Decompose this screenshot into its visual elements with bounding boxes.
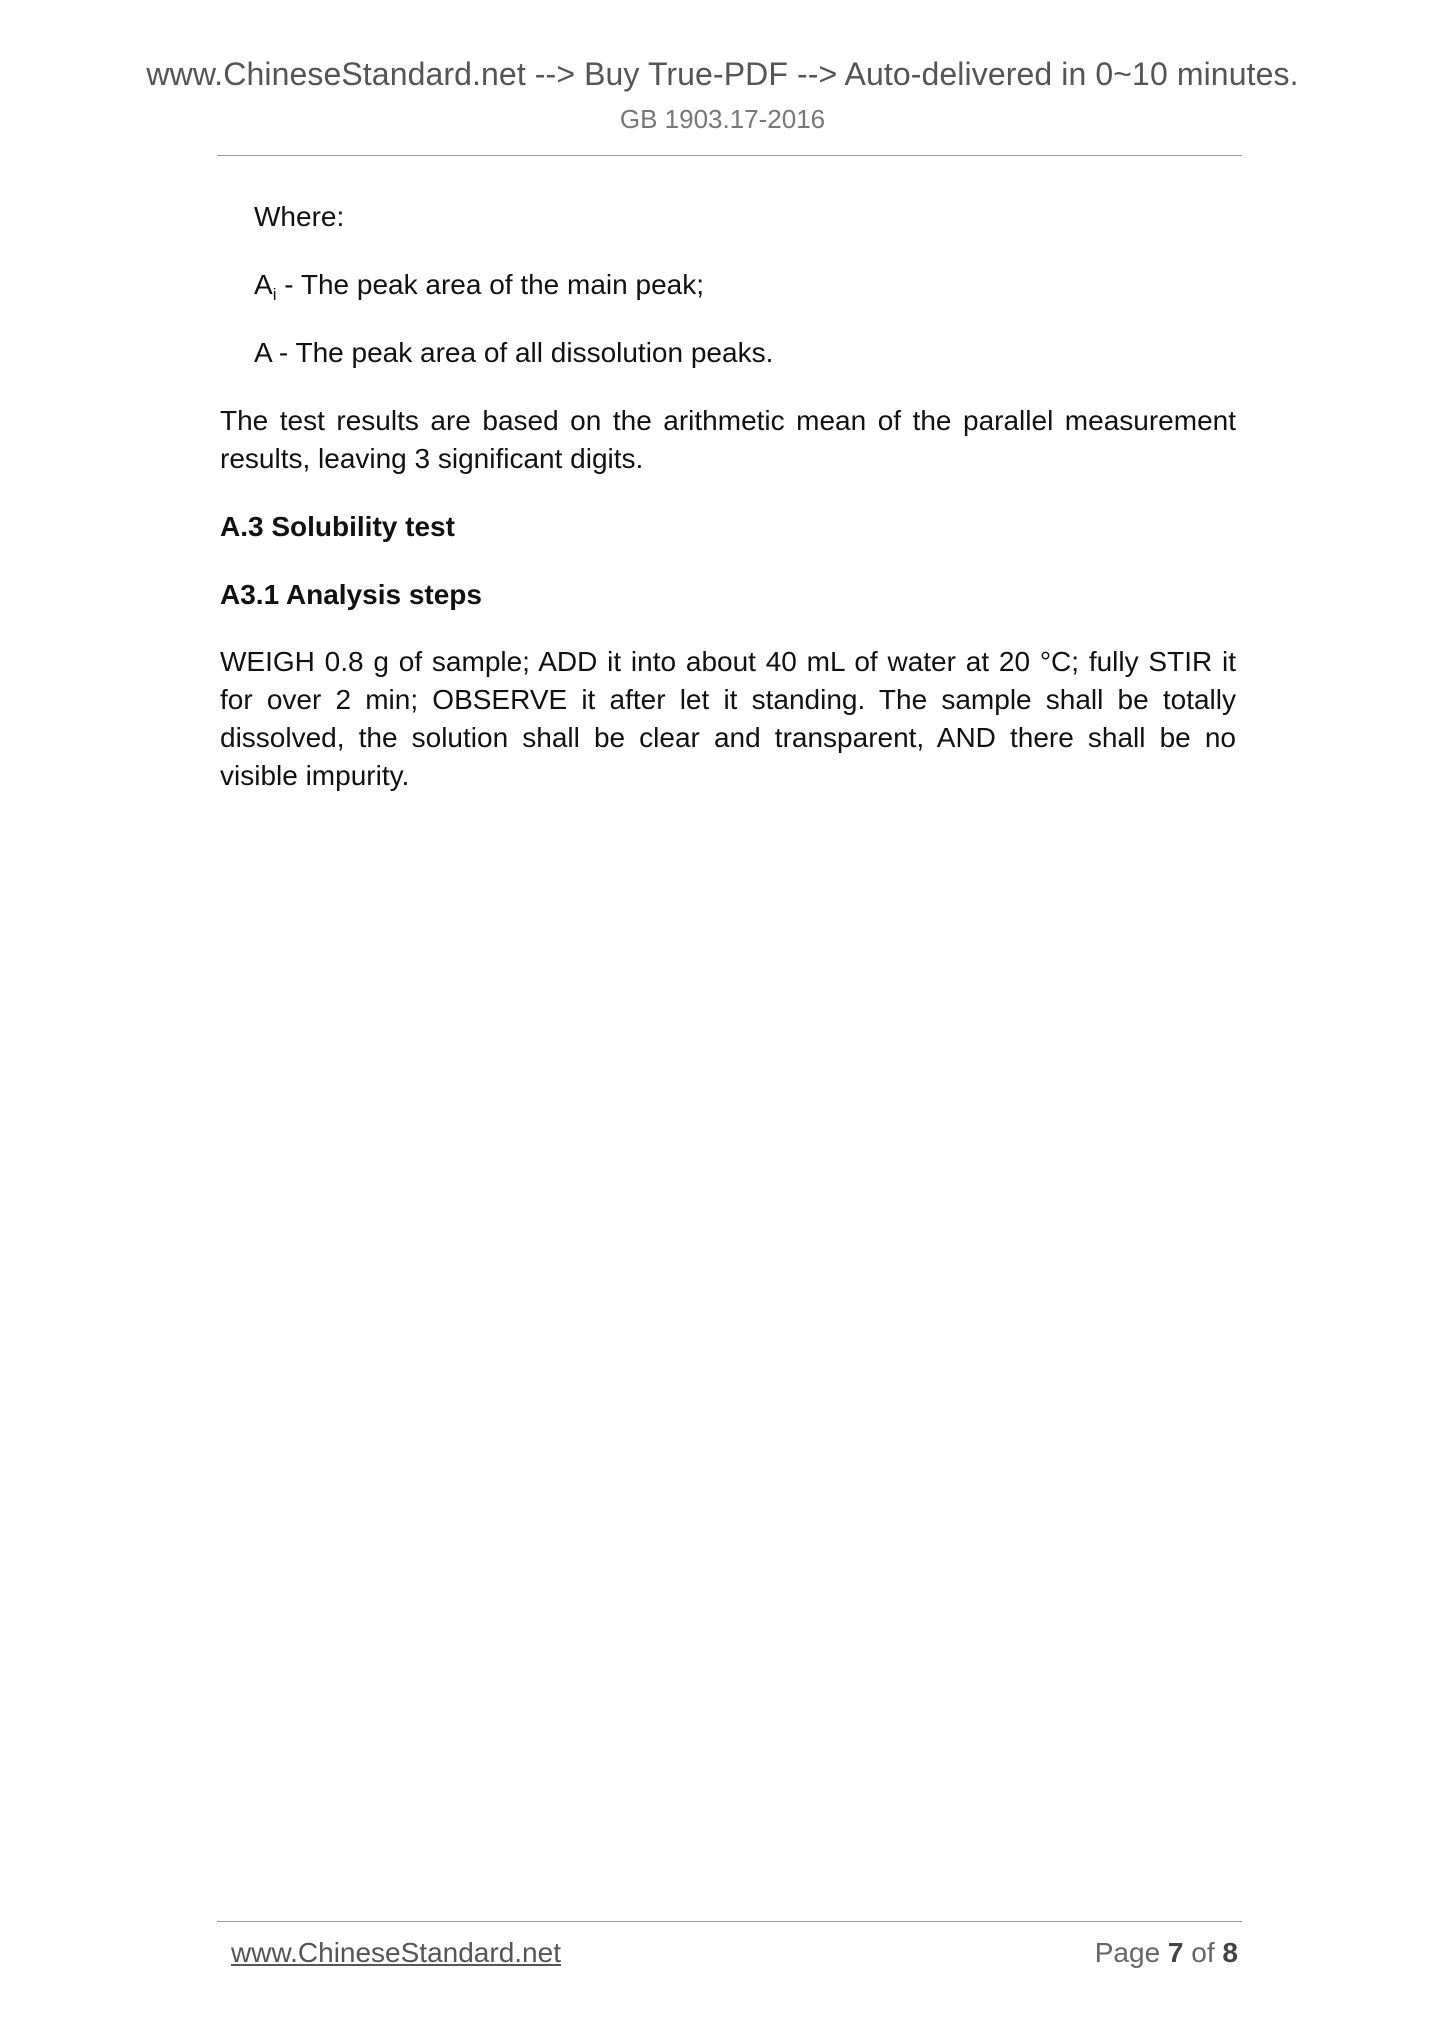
header-divider bbox=[217, 155, 1242, 156]
results-paragraph: The test results are based on the arithmetic mean of the parallel measurement results, leaving 3 significant digits. bbox=[220, 405, 1236, 474]
definition-a: A - The peak area of all dissolution peaks. bbox=[254, 337, 774, 368]
footer-site-link[interactable]: www.ChineseStandard.net bbox=[231, 1937, 561, 1968]
page-prefix: Page bbox=[1094, 1937, 1168, 1968]
section-heading: A.3 Solubility test bbox=[220, 511, 455, 542]
page-indicator bbox=[1095, 1937, 1238, 1969]
footer-divider bbox=[217, 1921, 1242, 1922]
where-label: Where: bbox=[254, 201, 345, 232]
page-total: 8 bbox=[1222, 1937, 1238, 1968]
symbol-ai-subscript: i bbox=[272, 285, 277, 304]
header-banner: www.ChineseStandard.net --> Buy True-PDF --> Auto-delivered in 0~10 minutes. bbox=[146, 56, 1299, 92]
symbol-ai: A bbox=[254, 269, 273, 300]
definition-ai bbox=[220, 266, 1270, 308]
definition-ai-text: - The peak area of the main peak; bbox=[276, 269, 704, 300]
page-current: 7 bbox=[1167, 1937, 1184, 1968]
page-of: of bbox=[1183, 1937, 1223, 1968]
procedure-paragraph: WEIGH 0.8 g of sample; ADD it into about 40 mL of water at 20 °C; fully STIR it for over 2 min; OBSERVE it after let it standing. The sample shall be totally dissolved, the solution shall be clear and transparent, AND there shall be no visible impurity. bbox=[220, 646, 1236, 791]
subsection-heading: A3.1 Analysis steps bbox=[220, 579, 482, 610]
standard-code: GB 1903.17-2016 bbox=[619, 104, 826, 134]
